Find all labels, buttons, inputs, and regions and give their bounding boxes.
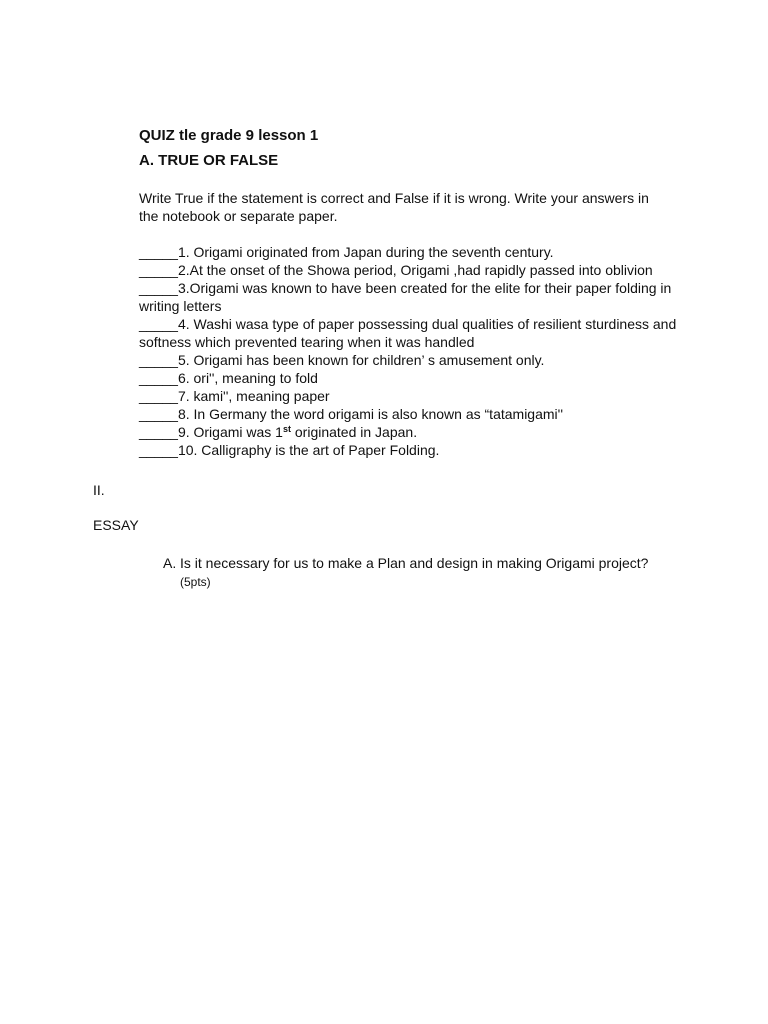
true-false-items	[139, 243, 679, 459]
question-text: Is it necessary for us to make a Plan and design in making Origami project?	[180, 555, 649, 571]
answer-blank: _____	[139, 406, 178, 422]
answer-blank: _____	[139, 316, 178, 332]
points-label: (5pts)	[180, 575, 211, 589]
quiz-item	[139, 387, 679, 405]
answer-blank: _____	[139, 442, 178, 458]
item-text: 9. Origami was 1	[177, 424, 283, 440]
item-text: 1. Origami originated from Japan during the seventh century.	[177, 244, 554, 260]
item-text: originated in Japan.	[291, 424, 418, 440]
item-text: 7. kami'', meaning paper	[177, 388, 330, 404]
answer-blank: _____	[139, 370, 178, 386]
answer-blank: _____	[139, 424, 178, 440]
item-text: 2.At the onset of the Showa period, Origami ,had rapidly passed into oblivion	[177, 262, 653, 278]
question-body	[180, 554, 663, 591]
quiz-item	[139, 279, 679, 315]
essay-question	[163, 554, 663, 591]
quiz-item	[139, 243, 679, 261]
item-text: 8. In Germany the word origami is also known as “tatamigami''	[177, 406, 563, 422]
section-numeral: II.	[93, 482, 105, 498]
quiz-item	[139, 405, 679, 423]
essay-heading: ESSAY	[93, 517, 139, 533]
quiz-item	[139, 441, 679, 459]
quiz-item	[139, 369, 679, 387]
quiz-title: QUIZ tle grade 9 lesson 1	[139, 127, 319, 144]
item-text: 6. ori'', meaning to fold	[177, 370, 318, 386]
answer-blank: _____	[139, 352, 178, 368]
answer-blank: _____	[139, 388, 178, 404]
ordinal-superscript: st	[282, 424, 291, 434]
answer-blank: _____	[139, 262, 178, 278]
item-text: 5. Origami has been known for children’ s amusement only.	[177, 352, 545, 368]
question-letter: A.	[163, 555, 177, 571]
quiz-item	[139, 423, 679, 441]
item-text: 10. Calligraphy is the art of Paper Folding.	[177, 442, 440, 458]
item-text: 4. Washi wasa type of paper possessing dual qualities of resilient sturdiness and softness which prevented tearing when it was handled	[139, 316, 677, 350]
item-text: 3.Origami was known to have been created for the elite for their paper folding in writing letters	[139, 280, 672, 314]
answer-blank: _____	[139, 244, 178, 260]
quiz-item	[139, 261, 679, 279]
instructions: Write True if the statement is correct and False if it is wrong. Write your answers in the notebook or separate paper.	[139, 190, 649, 224]
answer-blank: _____	[139, 280, 178, 296]
quiz-item	[139, 351, 679, 369]
section-a-heading: A. TRUE OR FALSE	[139, 152, 279, 169]
quiz-item	[139, 315, 679, 351]
